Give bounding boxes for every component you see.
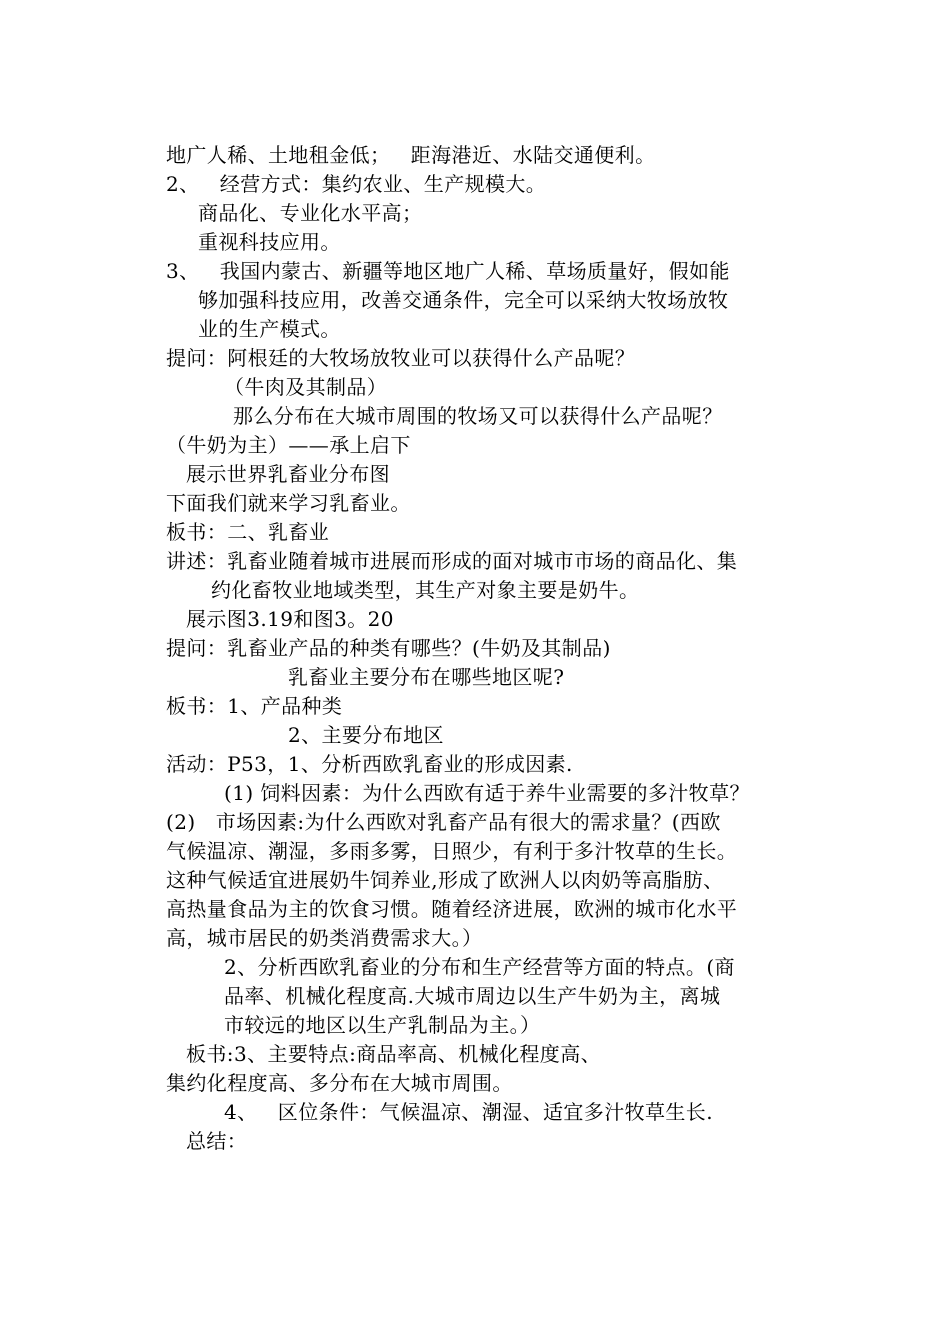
text-line-14: 板书：二、乳畜业 bbox=[166, 520, 330, 544]
text-line-11: （牛奶为主）——承上启下 bbox=[166, 433, 411, 457]
text-line-28: 高，城市居民的奶类消费需求大。） bbox=[166, 926, 483, 950]
text-line-35: 总结： bbox=[186, 1129, 248, 1153]
text-line-6: 够加强科技应用，改善交通条件，完全可以采纳大牧场放牧 bbox=[198, 288, 729, 312]
text-line-19: 乳畜业主要分布在哪些地区呢? bbox=[288, 665, 565, 689]
text-line-34: 4、 区位条件：气候温凉、潮湿、适宜多汁牧草生长. bbox=[224, 1100, 713, 1124]
text-line-30: 品率、机械化程度高.大城市周边以生产牛奶为主，离城 bbox=[224, 984, 721, 1008]
text-line-7: 业的生产模式。 bbox=[198, 317, 341, 341]
text-line-27: 高热量食品为主的饮食习惯。随着经济进展，欧洲的城市化水平 bbox=[166, 897, 738, 921]
text-line-18: 提问：乳畜业产品的种类有哪些？(牛奶及其制品) bbox=[166, 636, 611, 660]
text-line-24: (2) 市场因素:为什么西欧对乳畜产品有很大的需求量？(西欧 bbox=[166, 810, 721, 834]
text-line-3: 商品化、专业化水平高； bbox=[198, 201, 423, 225]
text-line-17: 展示图3.19和图3。20 bbox=[186, 607, 394, 631]
text-line-15: 讲述：乳畜业随着城市进展而形成的面对城市市场的商品化、集 bbox=[166, 549, 738, 573]
text-line-13: 下面我们就来学习乳畜业。 bbox=[166, 491, 411, 515]
text-line-16: 约化畜牧业地域类型，其生产对象主要是奶牛。 bbox=[211, 578, 640, 602]
text-line-10: 那么分布在大城市周围的牧场又可以获得什么产品呢？ bbox=[233, 404, 723, 428]
text-line-26: 这种气候适宜进展奶牛饲养业,形成了欧洲人以肉奶等高脂肪、 bbox=[166, 868, 724, 892]
text-line-33: 集约化程度高、多分布在大城市周围。 bbox=[166, 1071, 513, 1095]
text-line-29: 2、分析西欧乳畜业的分布和生产经营等方面的特点。(商 bbox=[224, 955, 735, 979]
text-line-5: 3、 我国内蒙古、新疆等地区地广人稀、草场质量好，假如能 bbox=[166, 259, 730, 283]
text-line-2: 2、 经营方式：集约农业、生产规模大。 bbox=[166, 172, 547, 196]
text-line-8: 提问：阿根廷的大牧场放牧业可以获得什么产品呢？ bbox=[166, 346, 636, 370]
text-line-31: 市较远的地区以生产乳制品为主。） bbox=[224, 1013, 541, 1037]
text-line-4: 重视科技应用。 bbox=[198, 230, 341, 254]
text-line-23: (1) 饲料因素：为什么西欧有适于养牛业需要的多汁牧草？ bbox=[224, 781, 750, 805]
text-line-20: 板书：1、产品种类 bbox=[166, 694, 343, 718]
text-line-12: 展示世界乳畜业分布图 bbox=[186, 462, 390, 486]
text-line-21: 2、主要分布地区 bbox=[288, 723, 444, 747]
text-line-22: 活动：P53，1、分析西欧乳畜业的形成因素. bbox=[166, 752, 573, 776]
text-line-9: （牛肉及其制品） bbox=[224, 375, 388, 399]
text-line-1: 地广人稀、土地租金低； 距海港近、水陆交通便利。 bbox=[166, 143, 656, 167]
text-line-25: 气候温凉、潮湿，多雨多雾，日照少，有利于多汁牧草的生长。 bbox=[166, 839, 738, 863]
text-line-32: 板书:3、主要特点:商品率高、机械化程度高、 bbox=[186, 1042, 602, 1066]
